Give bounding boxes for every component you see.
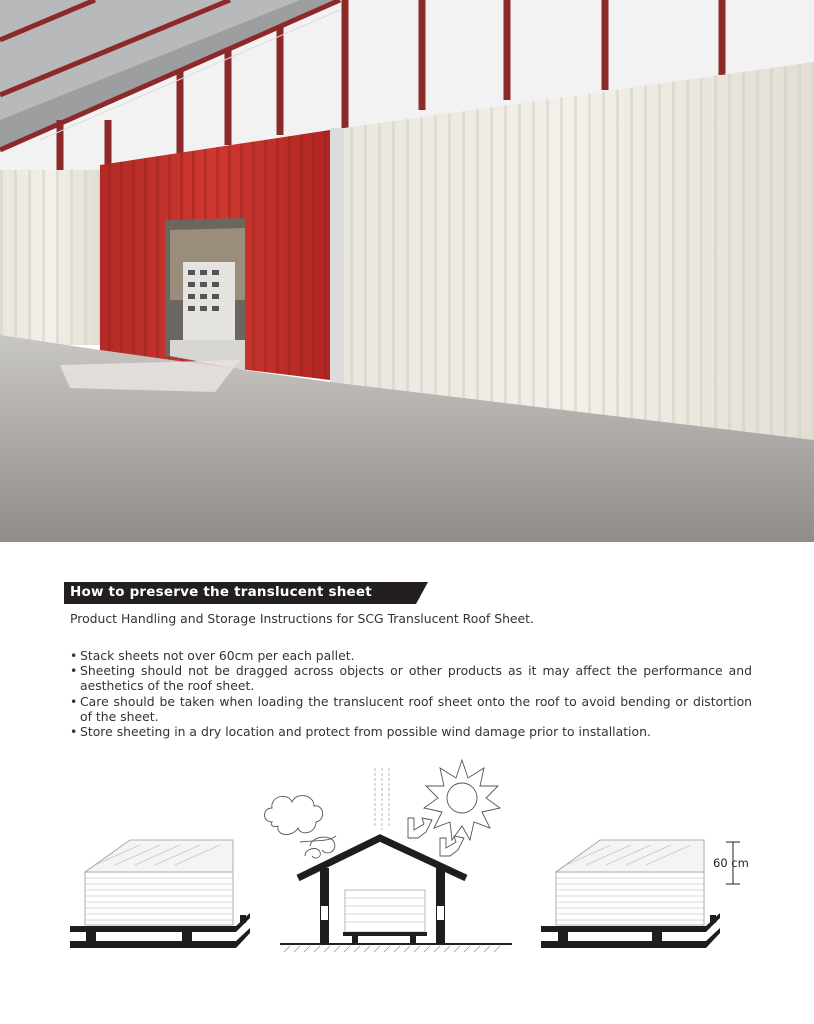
instruction-list [70, 648, 752, 739]
sun-icon [424, 760, 500, 840]
cloud-icon [265, 796, 323, 835]
instruction-item: • Stack sheets not over 60cm per each pallet. [70, 648, 752, 663]
section-title-bar [64, 582, 428, 604]
wind-icon [300, 836, 336, 858]
section-title: How to preserve the translucent sheet [70, 584, 372, 600]
rain-icon [375, 768, 389, 830]
pallet-stack-icon [70, 840, 250, 948]
shed-icon [280, 838, 512, 952]
instruction-item: • Care should be taken when loading the translucent roof sheet onto the roof to avoid bending or distortion of the sheet. [70, 694, 752, 724]
instruction-item: • Sheeting should not be dragged across objects or other products as it may affect the performance and aesthetics of the roof sheet. [70, 663, 752, 693]
instruction-item: • Store sheeting in a dry location and protect from possible wind damage prior to installation. [70, 724, 752, 739]
pallet-stack-icon [541, 840, 720, 948]
stack-height-label: 60 cm [713, 856, 749, 870]
intro-text: Product Handling and Storage Instructions for SCG Translucent Roof Sheet. [70, 611, 534, 626]
storage-illustration [0, 750, 814, 980]
